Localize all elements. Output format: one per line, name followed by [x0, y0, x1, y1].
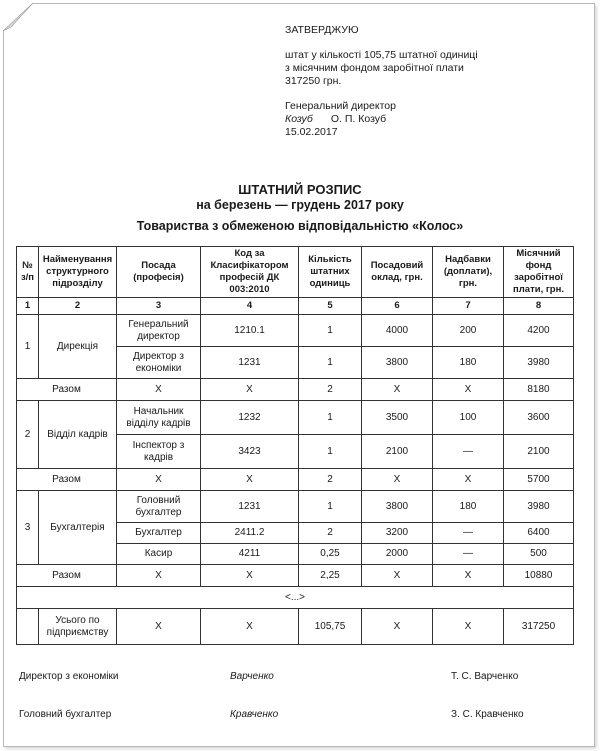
salary-cell: 3500 [362, 401, 433, 435]
salary-cell: 2100 [362, 435, 433, 469]
fund-cell: 5700 [504, 469, 574, 491]
approval-line: штат у кількості 105,75 штатної одиниці [285, 49, 478, 61]
units-cell: 1 [299, 347, 362, 379]
bonus-cell: 180 [433, 491, 504, 523]
signatory-signature: Варченко [230, 671, 274, 682]
position-cell: Бухгалтер [117, 523, 201, 544]
units-cell: 2 [299, 379, 362, 401]
fund-cell: 3980 [504, 347, 574, 379]
position-cell: Х [117, 609, 201, 645]
table-row [17, 491, 574, 523]
signatory-name: Т. С. Варченко [451, 671, 519, 682]
signatory-name: З. С. Кравченко [451, 709, 524, 720]
code-cell: 1231 [201, 347, 299, 379]
bonus-cell: Х [433, 609, 504, 645]
position-cell: Х [117, 379, 201, 401]
approval-block [285, 24, 478, 139]
position-cell: Генеральний директор [117, 315, 201, 347]
salary-cell: 3800 [362, 491, 433, 523]
code-cell: 2411.2 [201, 523, 299, 544]
grand-total-row [17, 609, 574, 645]
empty-cell [17, 609, 39, 645]
column-number: 6 [362, 298, 433, 315]
column-number: 3 [117, 298, 201, 315]
units-cell: 2 [299, 469, 362, 491]
column-number: 1 [17, 298, 39, 315]
department-number: 3 [17, 491, 39, 565]
column-number-row [17, 298, 574, 315]
fund-cell: 4200 [504, 315, 574, 347]
bonus-cell: 100 [433, 401, 504, 435]
header-cell: Посадовий оклад, грн. [362, 247, 433, 298]
fund-cell: 3980 [504, 491, 574, 523]
header-cell: № з/п [17, 247, 39, 298]
code-cell: 1232 [201, 401, 299, 435]
units-cell: 1 [299, 401, 362, 435]
salary-cell: Х [362, 379, 433, 401]
fund-cell: 500 [504, 544, 574, 565]
grand-total-label: Усього по підприємству [39, 609, 117, 645]
fund-cell: 10880 [504, 565, 574, 587]
fund-cell: 2100 [504, 435, 574, 469]
salary-cell: 3200 [362, 523, 433, 544]
header-cell: Місячний фонд заробітної плати, грн. [504, 247, 574, 298]
code-cell: 4211 [201, 544, 299, 565]
bonus-cell: 200 [433, 315, 504, 347]
units-cell: 1 [299, 315, 362, 347]
document-period: на березень — грудень 2017 року [196, 198, 404, 212]
approval-line: 317250 грн. [285, 75, 342, 87]
subtotal-label: Разом [17, 565, 117, 587]
company-name: Товариства з обмеженою відповідальністю «Колос» [136, 219, 464, 233]
salary-cell: Х [362, 469, 433, 491]
units-cell: 1 [299, 491, 362, 523]
fund-cell: 8180 [504, 379, 574, 401]
table-row [17, 315, 574, 347]
subtotal-row [17, 379, 574, 401]
bonus-cell: Х [433, 379, 504, 401]
position-cell: Директор з економіки [117, 347, 201, 379]
units-cell: 0,25 [299, 544, 362, 565]
approver-signature-line [285, 113, 478, 126]
position-cell: Касир [117, 544, 201, 565]
salary-cell: 2000 [362, 544, 433, 565]
code-cell: 1231 [201, 491, 299, 523]
page-curl-icon [3, 3, 33, 31]
code-cell: Х [201, 469, 299, 491]
bonus-cell: Х [433, 469, 504, 491]
approver-position: Генеральний директор [285, 100, 396, 112]
staff-table [16, 246, 574, 645]
units-cell: 105,75 [299, 609, 362, 645]
department-name: Відділ кадрів [39, 401, 117, 469]
bonus-cell: 180 [433, 347, 504, 379]
column-number: 4 [201, 298, 299, 315]
approval-heading: ЗАТВЕРДЖУЮ [285, 24, 359, 36]
header-cell: Найменування структурного підрозділу [39, 247, 117, 298]
bonus-cell: — [433, 435, 504, 469]
bonus-cell: — [433, 544, 504, 565]
salary-cell: 4000 [362, 315, 433, 347]
salary-cell: 3800 [362, 347, 433, 379]
position-cell: Начальник відділу кадрів [117, 401, 201, 435]
signatory-role: Директор з економіки [19, 671, 119, 682]
signatory-role: Головний бухгалтер [19, 709, 112, 720]
approval-date: 15.02.2017 [285, 126, 338, 138]
bonus-cell: — [433, 523, 504, 544]
units-cell: 2,25 [299, 565, 362, 587]
ellipsis-cell: <...> [17, 587, 574, 609]
units-cell: 2 [299, 523, 362, 544]
header-cell: Кількість штатних одиниць [299, 247, 362, 298]
department-name: Бухгалтерія [39, 491, 117, 565]
subtotal-label: Разом [17, 469, 117, 491]
code-cell: Х [201, 565, 299, 587]
column-number: 2 [39, 298, 117, 315]
column-number: 8 [504, 298, 574, 315]
fund-cell: 6400 [504, 523, 574, 544]
subtotal-label: Разом [17, 379, 117, 401]
department-number: 2 [17, 401, 39, 469]
header-cell: Надбавки (доплати), грн. [433, 247, 504, 298]
approval-line: з місячним фондом заробітної плати [285, 62, 464, 74]
position-cell: Х [117, 469, 201, 491]
table-header-row [17, 247, 574, 298]
code-cell: 3423 [201, 435, 299, 469]
fund-cell: 3600 [504, 401, 574, 435]
fund-cell: 317250 [504, 609, 574, 645]
document-title: ШТАТНИЙ РОЗПИС [238, 182, 362, 197]
position-cell: Х [117, 565, 201, 587]
code-cell: 1210.1 [201, 315, 299, 347]
header-cell: Посада (професія) [117, 247, 201, 298]
units-cell: 1 [299, 435, 362, 469]
header-cell: Код за Класифікатором професій ДК 003:2010 [201, 247, 299, 298]
signatory-signature: Кравченко [230, 709, 279, 720]
subtotal-row [17, 565, 574, 587]
subtotal-row [17, 469, 574, 491]
approver-name: О. П. Козуб [330, 113, 387, 125]
position-cell: Інспектор з кадрів [117, 435, 201, 469]
salary-cell: Х [362, 609, 433, 645]
ellipsis-row [17, 587, 574, 609]
code-cell: Х [201, 609, 299, 645]
department-number: 1 [17, 315, 39, 379]
bonus-cell: Х [433, 565, 504, 587]
table-row [17, 401, 574, 435]
salary-cell: Х [362, 565, 433, 587]
column-number: 5 [299, 298, 362, 315]
code-cell: Х [201, 379, 299, 401]
department-name: Дирекція [39, 315, 117, 379]
approver-signature: Козуб [285, 113, 313, 125]
column-number: 7 [433, 298, 504, 315]
position-cell: Головний бухгалтер [117, 491, 201, 523]
